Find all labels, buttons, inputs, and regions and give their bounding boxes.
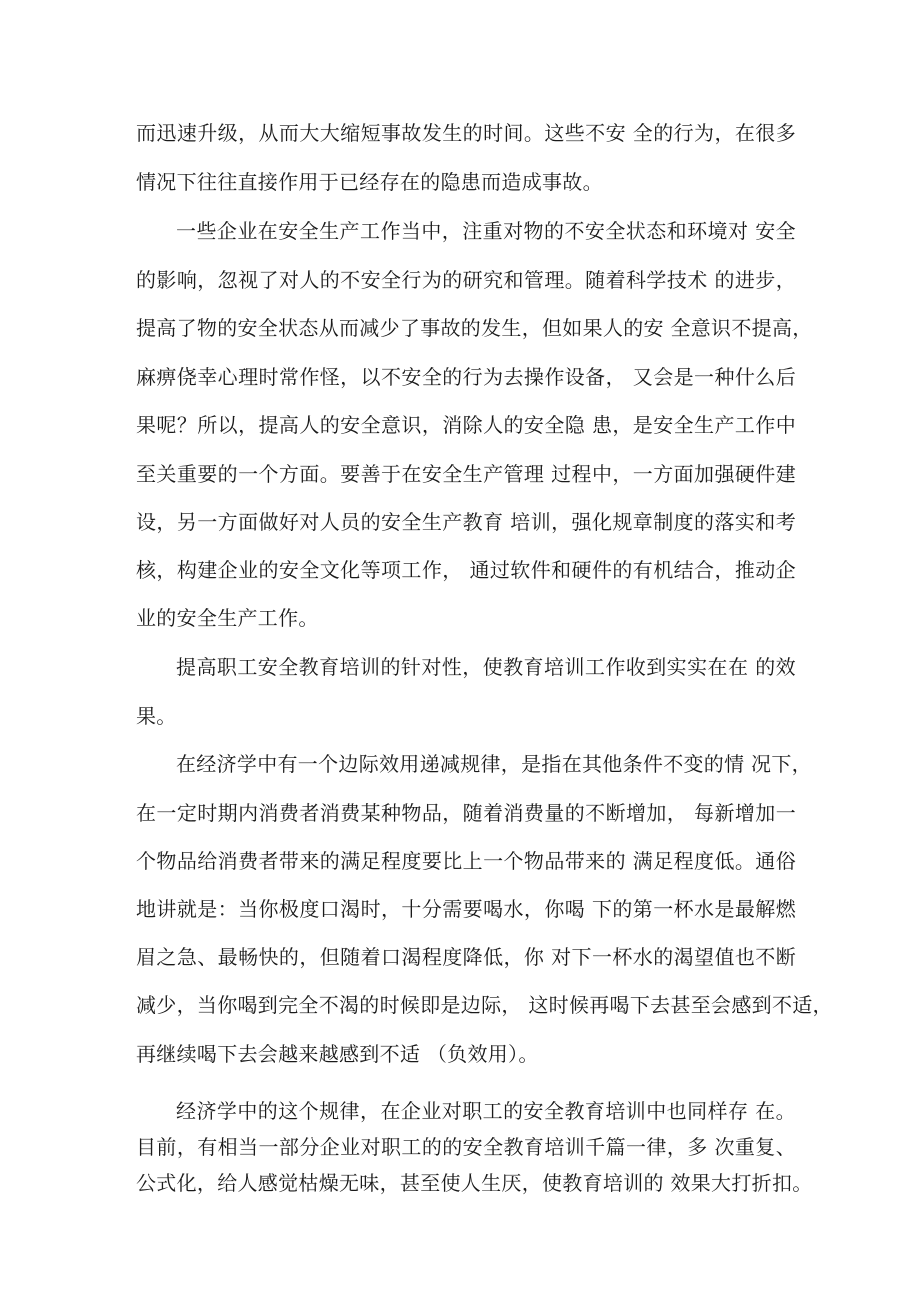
paragraph-4-line-5: 眉之急、最畅快的，但随着口渴程度降低，你 对下一杯水的渴望值也不断 xyxy=(136,945,796,969)
paragraph-1-line-2: 情况下往往直接作用于已经存在的隐患而造成事故。 xyxy=(136,170,603,194)
paragraph-2-line-3: 提高了物的安全状态从而减少了事故的发生，但如果人的安 全意识不提高， xyxy=(136,316,813,340)
paragraph-1-line-1: 而迅速升级，从而大大缩短事故发生的时间。这些不安 全的行为，在很多 xyxy=(136,121,796,145)
paragraph-2-line-2: 的影响，忽视了对人的不安全行为的研究和管理。随着科学技术 的进步， xyxy=(136,268,796,292)
paragraph-3-line-1: 提高职工安全教育培训的针对性，使教育培训工作收到实实在在 的效 xyxy=(176,655,796,679)
paragraph-2-line-5: 果呢？所以，提高人的安全意识，消除人的安全隐 患，是安全生产工作中 xyxy=(136,413,796,437)
paragraph-3-line-2: 果。 xyxy=(136,704,177,728)
paragraph-4-line-1: 在经济学中有一个边际效用递减规律，是指在其他条件不变的情 况下， xyxy=(176,752,812,776)
paragraph-2-line-9: 业的安全生产工作。 xyxy=(136,606,319,630)
paragraph-2-line-6: 至关重要的一个方面。要善于在安全生产管理 过程中，一方面加强硬件建 xyxy=(136,462,796,486)
paragraph-4-line-7: 再继续喝下去会越来越感到不适 （负效用）。 xyxy=(136,1042,539,1066)
paragraph-2-line-4: 麻痹侥幸心理时常作怪，以不安全的行为去操作设备， 又会是一种什么后 xyxy=(136,365,796,389)
paragraph-5-line-2: 目前，有相当一部分企业对职工的的安全教育培训千篇一律，多 次重复、 xyxy=(136,1135,796,1159)
paragraph-5-line-1: 经济学中的这个规律，在企业对职工的安全教育培训中也同样存 在。 xyxy=(176,1099,796,1123)
paragraph-4-line-4: 地讲就是：当你极度口渴时，十分需要喝水，你喝 下的第一杯水是最解燃 xyxy=(136,897,796,921)
paragraph-4-line-6: 减少，当你喝到完全不渴的时候即是边际， 这时候再喝下去甚至会感到不适， xyxy=(136,993,833,1017)
paragraph-2-line-1: 一些企业在安全生产工作当中，注重对物的不安全状态和环境对 安全 xyxy=(176,219,796,243)
paragraph-4-line-2: 在一定时期内消费者消费某种物品，随着消费量的不断增加， 每新增加一 xyxy=(136,801,796,825)
paragraph-4-line-3: 个物品给消费者带来的满足程度要比上一个物品带来的 满足程度低。通俗 xyxy=(136,849,796,873)
paragraph-2-line-7: 设，另一方面做好对人员的安全生产教育 培训，强化规章制度的落实和考 xyxy=(136,510,796,534)
paragraph-2-line-8: 核，构建企业的安全文化等项工作， 通过软件和硬件的有机结合，推动企 xyxy=(136,558,796,582)
paragraph-5-line-3: 公式化，给人感觉枯燥无味，甚至使人生厌，使教育培训的 效果大打折扣。 xyxy=(136,1171,813,1195)
